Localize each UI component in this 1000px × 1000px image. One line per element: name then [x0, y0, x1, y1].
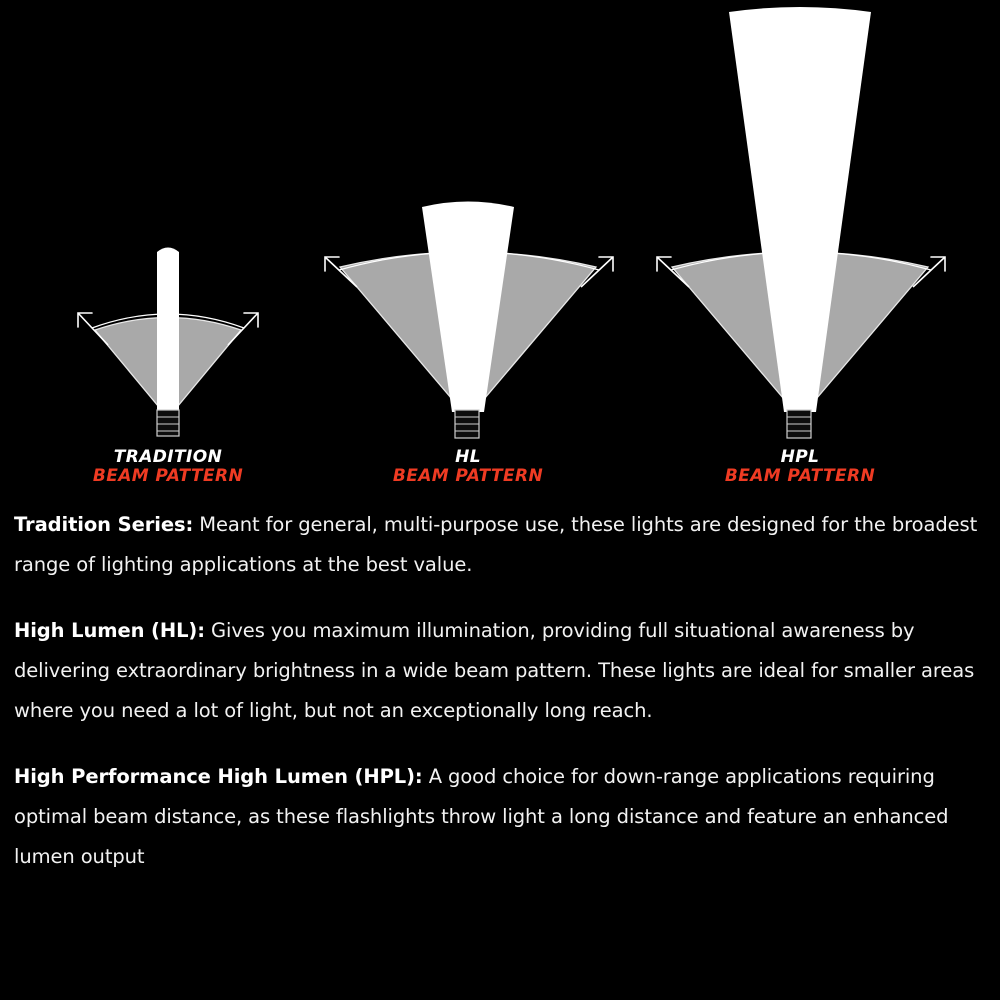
- paragraph-hl-body: Gives you maximum illumination, providing full situational awareness by delivering extraordinary brightness in a wide beam pattern. These lights are ideal for smaller areas where you need a lot of light, but not an exceptionally long reach.: [14, 619, 975, 722]
- beam-group-hl: [325, 202, 613, 439]
- paragraph-hpl-body: A good choice for down-range applications requiring optimal beam distance, as these flashlights throw light a long distance and feature an enhanced lumen output: [14, 765, 949, 868]
- beam-group-hpl: [657, 7, 945, 438]
- paragraph-hl: [14, 611, 986, 731]
- flashlight-body-hpl: [787, 410, 811, 438]
- beam-label-hpl-title: HPL: [780, 447, 820, 467]
- paragraph-hpl: [14, 757, 986, 877]
- beam-label-hl-title: HL: [455, 447, 481, 467]
- flashlight-body-tradition: [157, 410, 179, 436]
- paragraph-tradition: [14, 505, 986, 585]
- beam-label-tradition-sub: BEAM PATTERN: [92, 466, 244, 487]
- beam-label-hl-sub: BEAM PATTERN: [392, 466, 544, 487]
- paragraph-tradition-lead: Tradition Series:: [14, 513, 194, 536]
- paragraph-tradition-body: Meant for general, multi-purpose use, these lights are designed for the broadest range of lighting applications at the best value.: [14, 513, 978, 576]
- beam-label-tradition-title: TRADITION: [113, 447, 223, 467]
- flashlight-body-hl: [455, 410, 479, 438]
- beam-label-hl: [368, 448, 568, 486]
- paragraph-hpl-lead: High Performance High Lumen (HPL):: [14, 765, 423, 788]
- beam-label-hpl-sub: BEAM PATTERN: [724, 466, 876, 487]
- beam-group-tradition: [78, 248, 258, 437]
- paragraph-hl-lead: High Lumen (HL):: [14, 619, 205, 642]
- beam-label-tradition: [68, 448, 268, 486]
- description-text-block: [0, 505, 1000, 877]
- beam-label-hpl: [700, 448, 900, 486]
- beam-core-tradition: [157, 248, 179, 413]
